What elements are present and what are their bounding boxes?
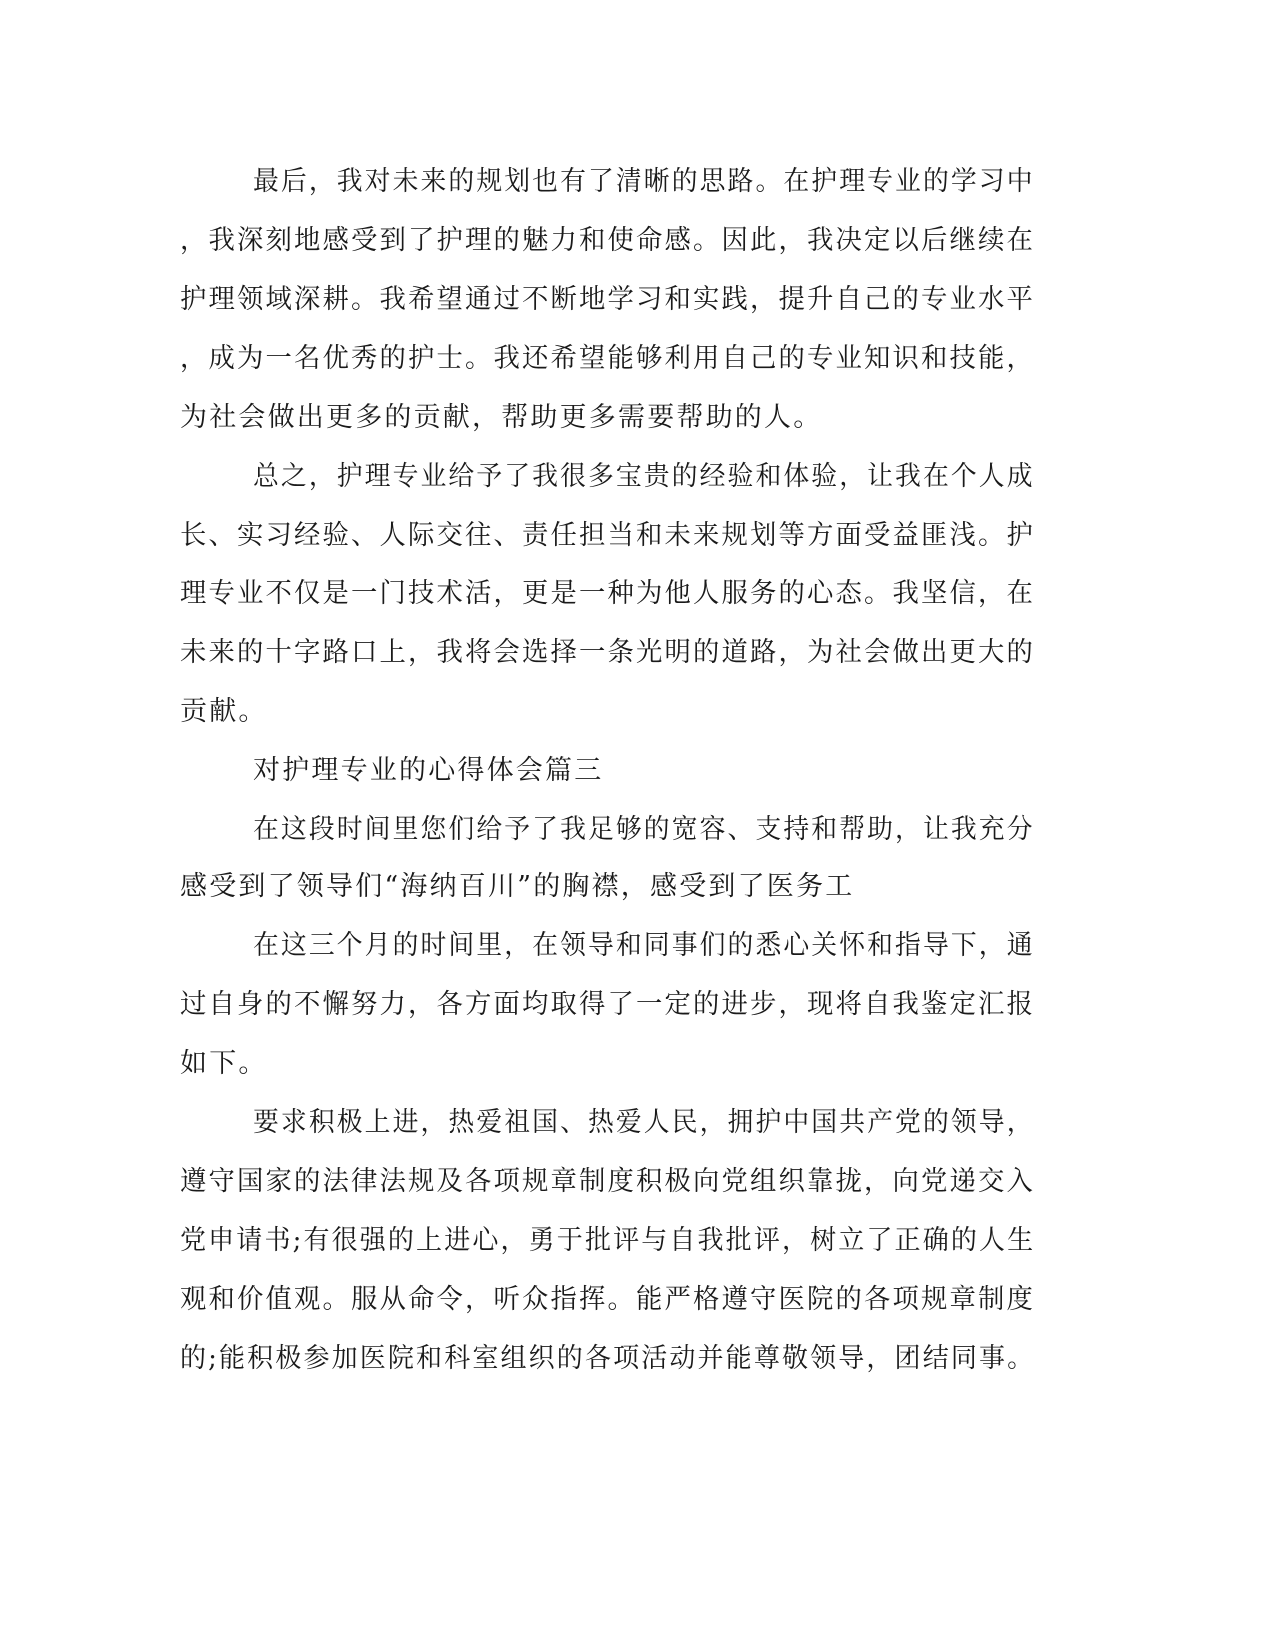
- text-line-19: 党申请书;有很强的上进心，勇于批评与自我批评，树立了正确的人生: [180, 1225, 1036, 1256]
- text-line-1: 最后，我对未来的规划也有了清晰的思路。在护理专业的学习中: [253, 166, 1035, 197]
- text-line-3: 护理领域深耕。我希望通过不断地学习和实践，提升自己的专业水平: [180, 284, 1035, 315]
- text-line-12: 在这段时间里您们给予了我足够的宽容、支持和帮助，让我充分: [253, 814, 1035, 845]
- text-line-8: 理专业不仅是一门技术活，更是一种为他人服务的心态。我坚信，在: [180, 578, 1035, 609]
- text-line-5: 为社会做出更多的贡献，帮助更多需要帮助的人。: [180, 402, 823, 433]
- text-line-14: 在这三个月的时间里，在领导和同事们的悉心关怀和指导下，通: [253, 930, 1035, 961]
- text-line-7: 长、实习经验、人际交往、责任担当和未来规划等方面受益匪浅。护: [180, 520, 1035, 551]
- text-line-15: 过自身的不懈努力，各方面均取得了一定的进步，现将自我鉴定汇报: [180, 989, 1035, 1020]
- section-heading: 对护理专业的心得体会篇三: [253, 755, 604, 786]
- text-line-10: 贡献。: [180, 696, 268, 727]
- text-line-9: 未来的十字路口上，我将会选择一条光明的道路，为社会做出更大的: [180, 637, 1035, 668]
- text-line-20: 观和价值观。服从命令，听众指挥。能严格遵守医院的各项规章制度: [180, 1284, 1035, 1315]
- text-line-2: ，我深刻地感受到了护理的魅力和使命感。因此，我决定以后继续在: [180, 225, 1035, 256]
- text-line-16: 如下。: [180, 1048, 268, 1079]
- text-line-18: 遵守国家的法律法规及各项规章制度积极向党组织靠拢，向党递交入: [180, 1166, 1035, 1197]
- text-line-6: 总之，护理专业给予了我很多宝贵的经验和体验，让我在个人成: [253, 461, 1035, 492]
- text-line-13: 感受到了领导们“海纳百川”的胸襟，感受到了医务工: [180, 871, 855, 902]
- text-line-21: 的;能积极参加医院和科室组织的各项活动并能尊敬领导，团结同事。: [180, 1343, 1036, 1374]
- text-line-4: ，成为一名优秀的护士。我还希望能够利用自己的专业知识和技能，: [180, 343, 1035, 374]
- text-line-17: 要求积极上进，热爱祖国、热爱人民，拥护中国共产党的领导，: [253, 1107, 1035, 1138]
